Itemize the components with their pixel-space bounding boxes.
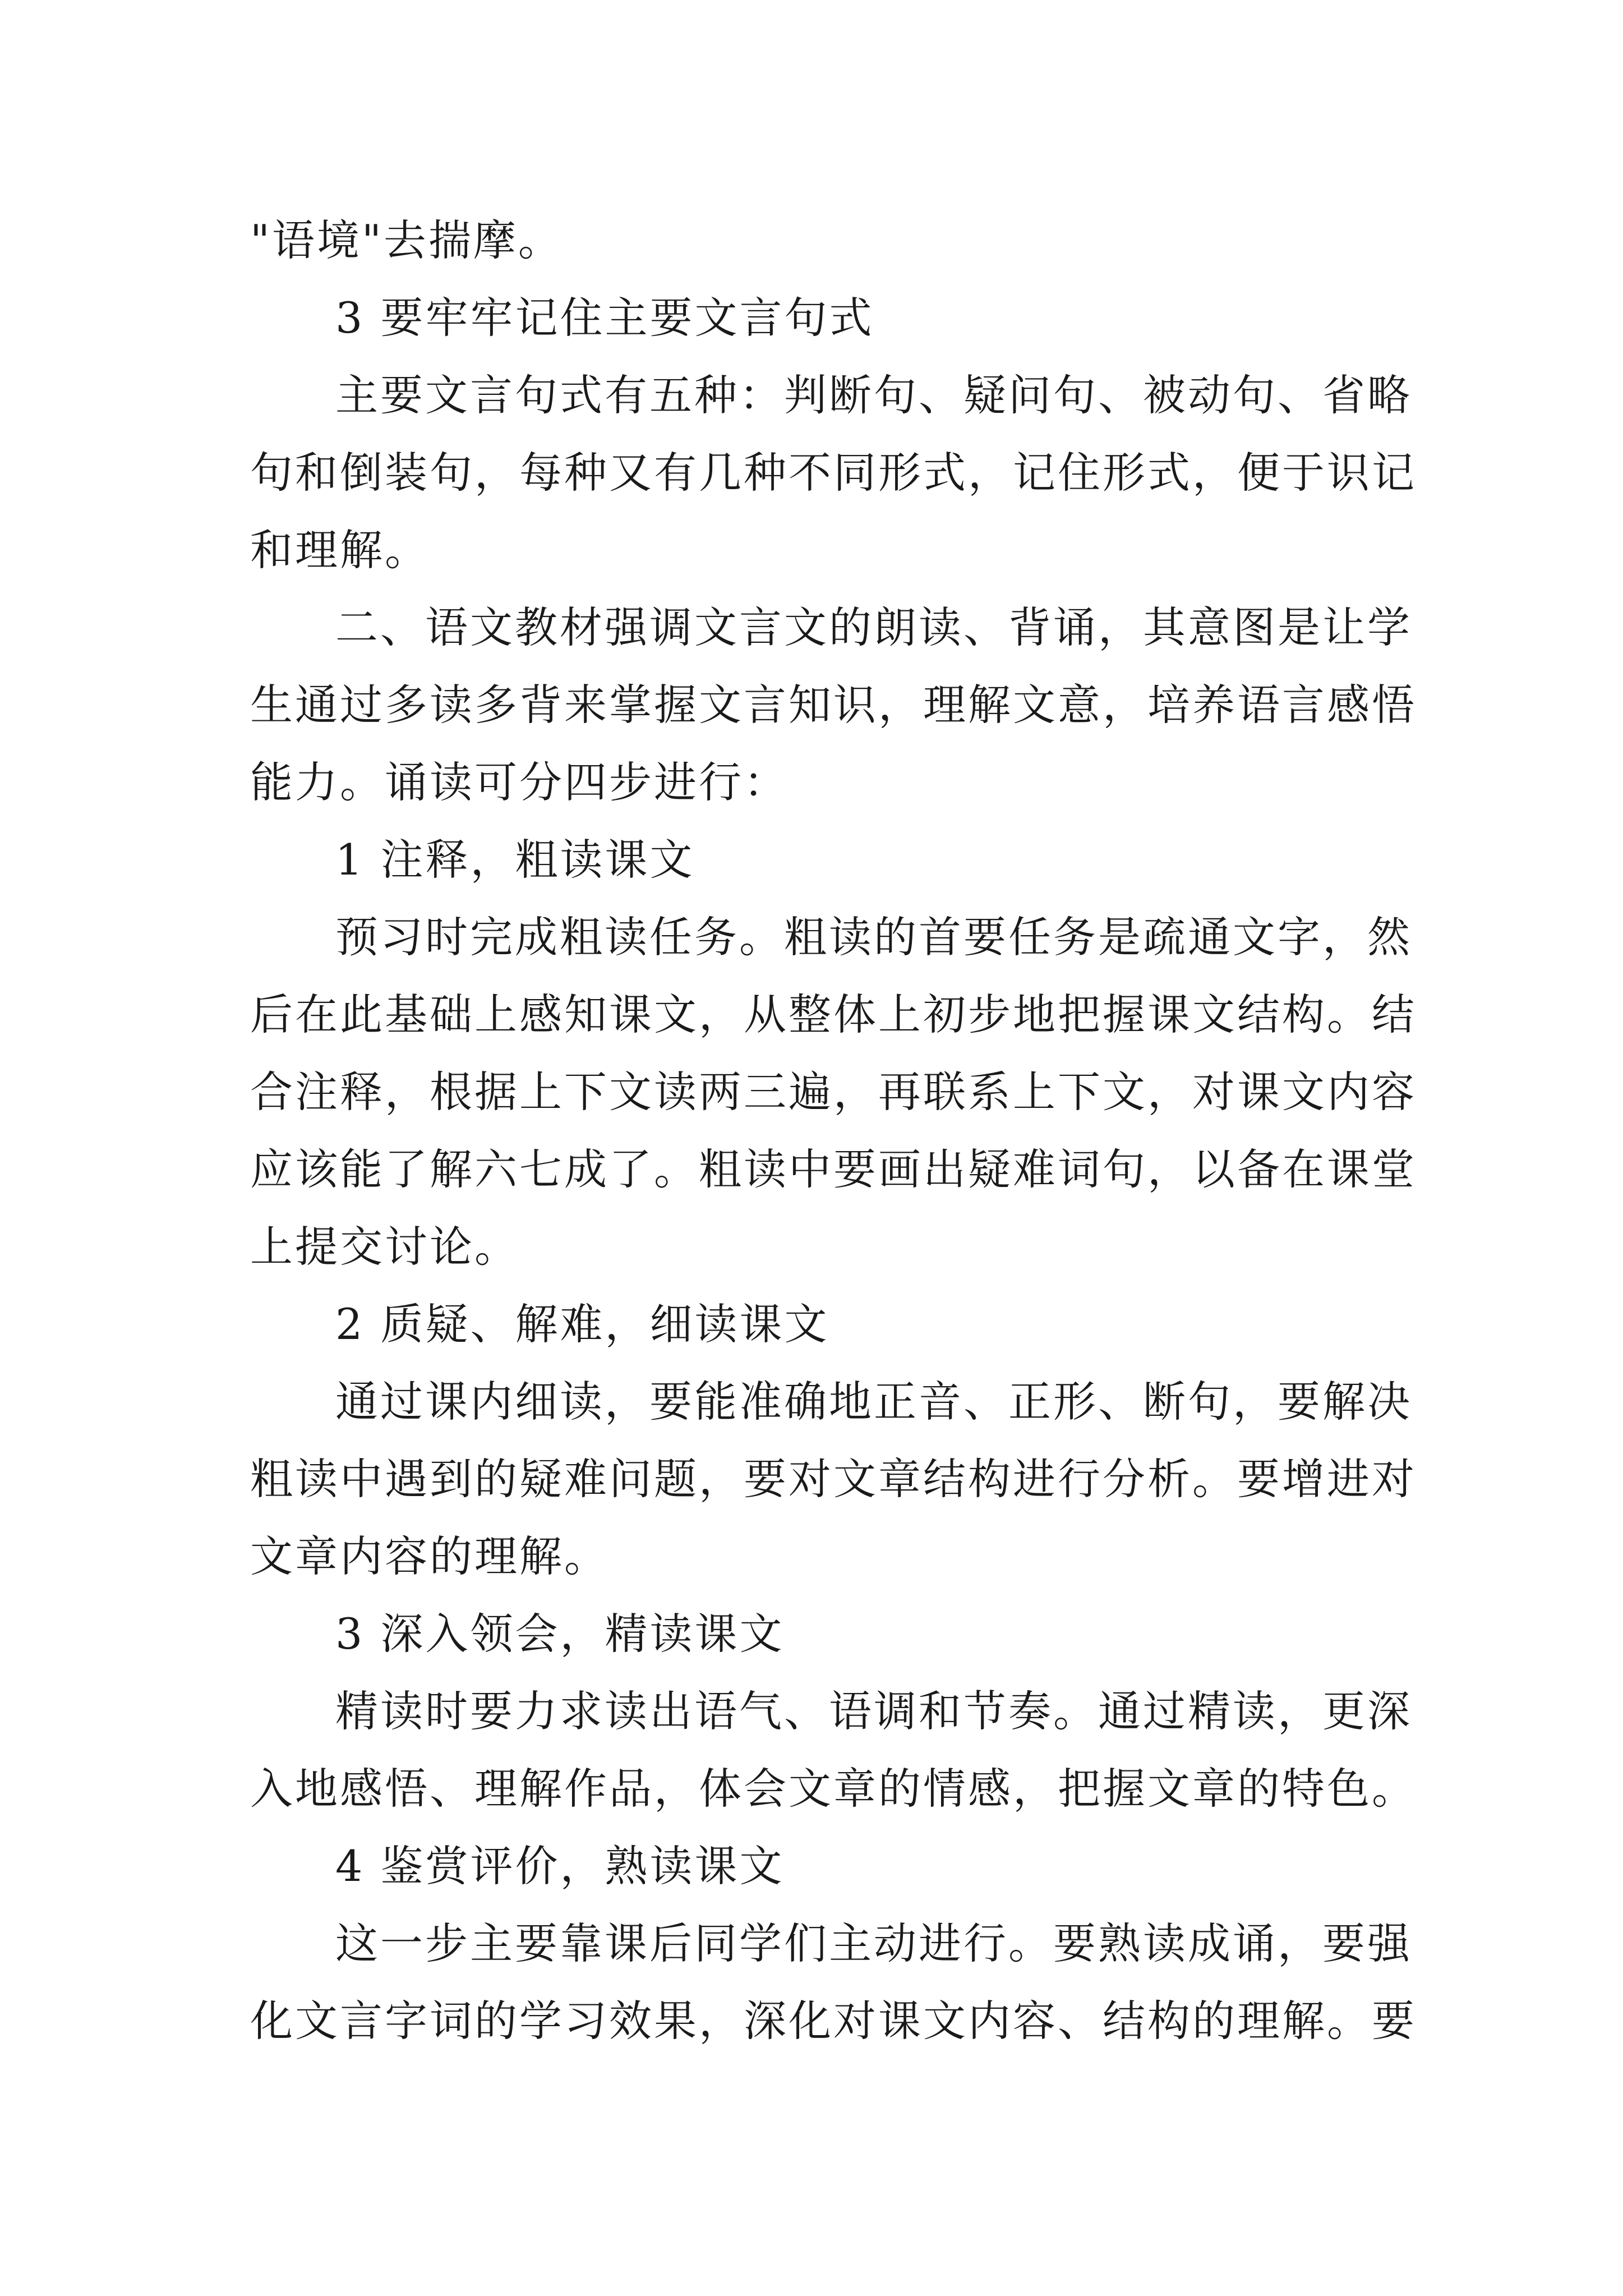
text-line: 粗读中遇到的疑难问题，要对文章结构进行分析。要增进对	[250, 1454, 1417, 1504]
heading-step-one: 1 注释，粗读课文	[335, 835, 695, 885]
text-line: 化文言字词的学习效果，深化对课文内容、结构的理解。要	[250, 1996, 1417, 2046]
heading-sentence-patterns: 3 要牢牢记住主要文言句式	[335, 293, 874, 343]
text-line: 精读时要力求读出语气、语调和节奏。通过精读，更深	[335, 1686, 1412, 1736]
document-body	[250, 202, 1417, 2060]
paragraph-step-two	[250, 1363, 1417, 1595]
text-line: 合注释，根据上下文读两三遍，再联系上下文，对课文内容	[250, 1067, 1417, 1117]
text-line: 通过课内细读，要能准确地正音、正形、断句，要解决	[335, 1377, 1412, 1427]
paragraph-step-three	[250, 1673, 1417, 1828]
text-line: 文章内容的理解。	[250, 1531, 609, 1581]
heading-step-three: 3 深入领会，精读课文	[335, 1609, 785, 1659]
heading-step-two: 2 质疑、解难，细读课文	[335, 1299, 829, 1349]
text-line: 二、语文教材强调文言文的朗读、背诵，其意图是让学	[335, 602, 1412, 652]
text-line: 预习时完成粗读任务。粗读的首要任务是疏通文字，然	[335, 912, 1412, 962]
text-line: 和理解。	[250, 525, 430, 575]
text-line: 这一步主要靠课后同学们主动进行。要熟读成诵，要强	[335, 1918, 1412, 1968]
paragraph-section-two	[250, 589, 1417, 821]
text-line: 主要文言句式有五种：判断句、疑问句、被动句、省略	[335, 370, 1412, 420]
text-line: 能力。诵读可分四步进行：	[250, 757, 789, 807]
text-line: 句和倒装句，每种又有几种不同形式，记住形式，便于识记	[250, 448, 1417, 498]
text-line: 上提交讨论。	[250, 1222, 519, 1272]
text-line: "语境"去揣摩。	[250, 215, 563, 265]
paragraph-context-continuation	[250, 202, 1385, 279]
paragraph-step-one	[250, 899, 1417, 1286]
text-line: 应该能了解六七成了。粗读中要画出疑难词句，以备在课堂	[250, 1144, 1417, 1194]
text-line: 后在此基础上感知课文，从整体上初步地把握课文结构。结	[250, 990, 1417, 1039]
text-line: 生通过多读多背来掌握文言知识，理解文意，培养语言感悟	[250, 680, 1417, 730]
paragraph-sentence-patterns	[250, 357, 1417, 589]
text-line: 入地感悟、理解作品，体会文章的情感，把握文章的特色。	[250, 1764, 1417, 1814]
heading-step-four: 4 鉴赏评价，熟读课文	[335, 1841, 785, 1891]
paragraph-step-four	[250, 1905, 1417, 2060]
